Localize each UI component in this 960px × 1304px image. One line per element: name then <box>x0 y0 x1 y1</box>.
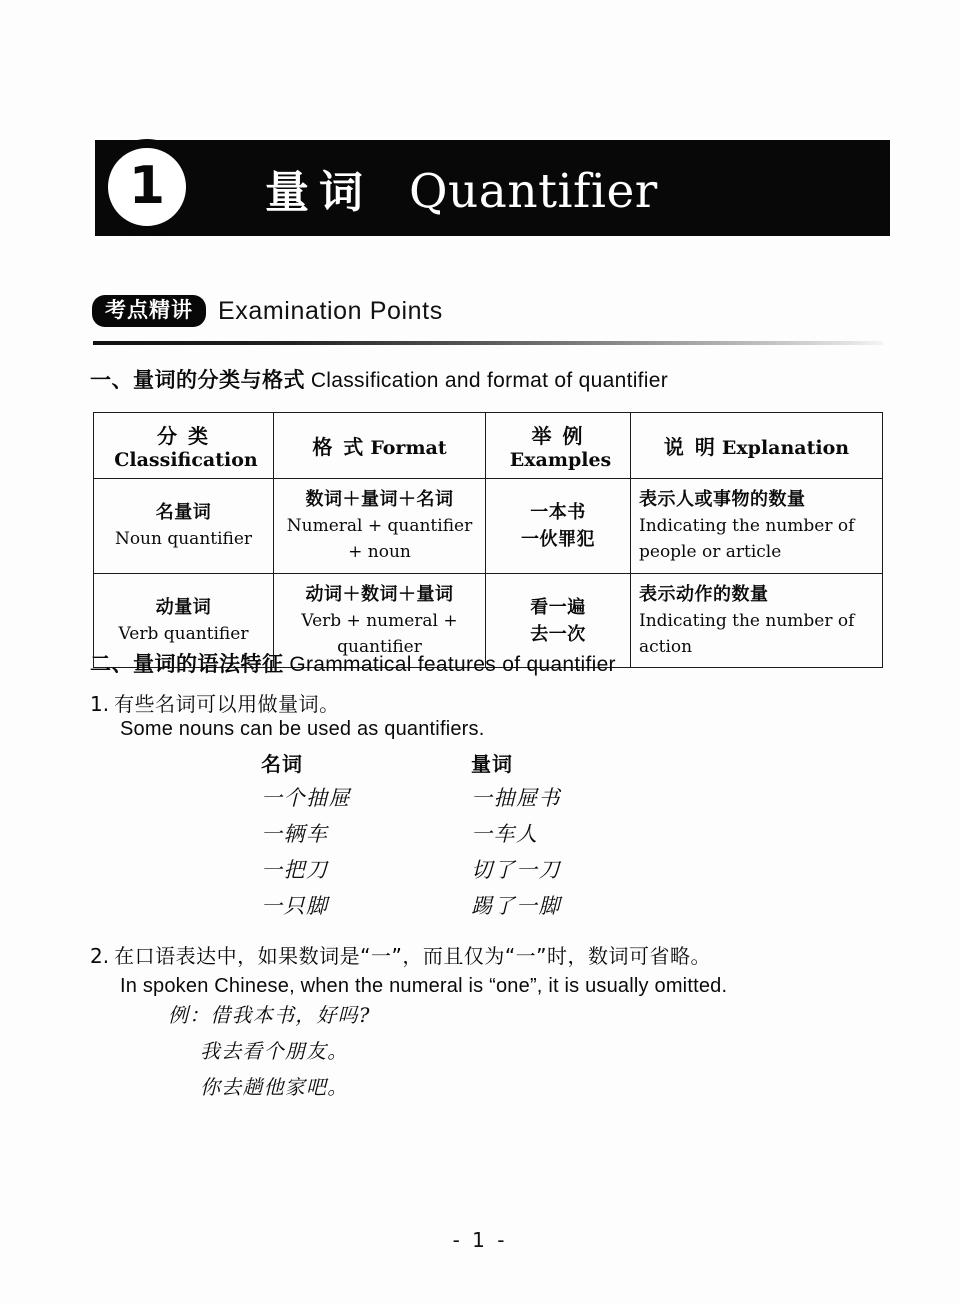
list-item: 一把刀 <box>261 858 329 882</box>
cell-examples <box>486 479 631 574</box>
cell-cn: 表示人或事物的数量 <box>639 489 806 510</box>
section-1-heading-cn: 一、量词的分类与格式 <box>90 368 305 392</box>
section-2-heading <box>90 648 616 678</box>
exam-points-pill: 考点精讲 <box>92 295 206 327</box>
chapter-title <box>265 156 658 220</box>
chapter-banner <box>95 140 890 236</box>
header-en: Explanation <box>721 437 850 459</box>
cell-classification <box>94 479 274 574</box>
section-1-heading <box>90 364 668 394</box>
list-item: 踢了一脚 <box>471 894 561 918</box>
cell-cn: 表示动作的数量 <box>639 583 769 605</box>
header-en: Format <box>370 437 447 459</box>
cell-cn: 动词＋数词＋量词 <box>305 583 454 605</box>
list-item-2-en: In spoken Chinese, when the numeral is “one”, it is usually omitted. <box>120 975 728 997</box>
list-item: 一辆车 <box>261 822 329 846</box>
table-header-examples <box>486 413 631 479</box>
cell-en: Indicating the number of people or article <box>639 516 855 563</box>
chapter-title-cn: 量词 <box>265 167 373 218</box>
list-item: 一抽屉书 <box>471 786 561 810</box>
table-header-classification <box>94 413 274 479</box>
section-2-heading-en: Grammatical features of quantifier <box>289 653 616 676</box>
quantifier-column-heading: 量词 <box>471 752 513 776</box>
cell-cn: 名量词 <box>155 502 212 524</box>
list-item-2 <box>90 940 711 969</box>
page-number: - 1 - <box>452 1228 508 1252</box>
cell-explanation <box>631 479 883 574</box>
example-sentence: 你去趟他家吧。 <box>200 1075 349 1099</box>
example-item: 看一遍 <box>530 596 586 618</box>
header-divider <box>93 341 883 345</box>
table-header-format <box>274 413 486 479</box>
cell-en: Numeral + quantifier + noun <box>286 516 473 563</box>
chapter-title-en: Quantifier <box>409 164 658 219</box>
list-item-1-en: Some nouns can be used as quantifiers. <box>120 718 485 740</box>
item-text-cn: 有些名词可以用做量词。 <box>114 692 340 716</box>
exam-points-label-en: Examination Points <box>218 296 443 325</box>
table-header-row <box>94 413 883 479</box>
example-item: 一本书 <box>530 501 586 523</box>
example-sentence: 例：借我本书，好吗? <box>168 1003 371 1027</box>
comparison-columns <box>255 748 675 932</box>
table-header-explanation <box>631 413 883 479</box>
cell-en: Noun quantifier <box>114 529 253 550</box>
chapter-number: 1 <box>128 156 166 216</box>
example-item: 一伙罪犯 <box>521 528 595 550</box>
header-en: Examples <box>509 449 612 471</box>
list-item: 一个抽屉 <box>261 786 351 810</box>
section-1-heading-en: Classification and format of quantifier <box>310 369 669 392</box>
list-item: 一只脚 <box>261 894 329 918</box>
table-row <box>94 479 883 574</box>
examination-points-header <box>92 295 443 327</box>
cell-explanation <box>631 573 883 668</box>
cell-cn: 数词＋量词＋名词 <box>305 489 454 510</box>
item-number: 1. <box>90 692 110 716</box>
cell-en: Verb quantifier <box>118 623 249 644</box>
list-item: 切了一刀 <box>471 858 561 882</box>
example-sentences <box>168 1005 371 1113</box>
header-cn: 分 类 <box>157 424 210 448</box>
cell-cn: 动量词 <box>155 596 212 618</box>
chapter-number-badge <box>93 136 253 240</box>
item-number: 2. <box>90 944 110 968</box>
classification-table <box>93 412 883 668</box>
header-cn: 格 式 <box>312 435 366 459</box>
cell-en: Verb + numeral + quantifier <box>301 610 458 658</box>
cell-en: Indicating the number of action <box>639 610 855 658</box>
noun-column <box>255 748 465 932</box>
example-sentence: 我去看个朋友。 <box>200 1039 349 1063</box>
cell-format <box>274 479 486 574</box>
list-item: 一车人 <box>471 822 539 846</box>
quantifier-column <box>465 748 675 932</box>
header-cn: 举 例 <box>531 424 585 448</box>
badge-circle <box>99 139 195 235</box>
list-item-1 <box>90 688 340 717</box>
noun-column-heading: 名词 <box>261 752 303 776</box>
example-item: 去一次 <box>530 623 586 645</box>
header-cn: 说 明 <box>663 435 717 459</box>
item-text-cn: 在口语表达中，如果数词是“一”，而且仅为“一”时，数词可省略。 <box>114 944 712 968</box>
header-en: Classification <box>114 449 258 471</box>
section-2-heading-cn: 二、量词的语法特征 <box>90 652 284 676</box>
